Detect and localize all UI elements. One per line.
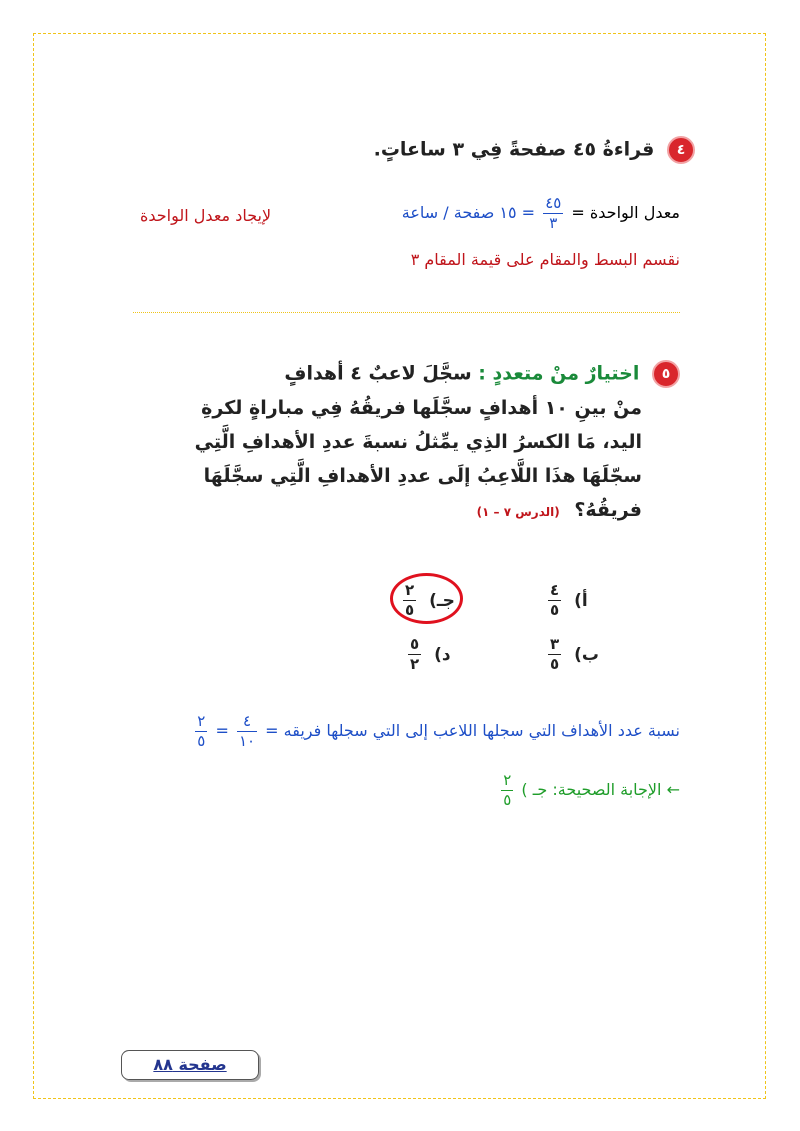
fraction-denominator: ١٠: [238, 732, 256, 750]
choice-a-fraction: [548, 583, 561, 618]
fraction-numerator: ٤٥: [545, 194, 562, 212]
fraction-denominator: ٥: [503, 791, 512, 809]
unit-rate-result: = ١٥ صفحة / ساعة: [401, 203, 536, 222]
fraction-numerator: ٣: [550, 635, 560, 653]
fraction-numerator: ٤: [242, 712, 252, 730]
arrow-left-icon: ←: [666, 780, 680, 799]
unit-rate-method: لإيجاد معدل الواحدة: [140, 206, 272, 225]
choice-d-fraction: [408, 637, 421, 672]
answer-line: [380, 773, 680, 808]
fraction-numerator: ٢: [503, 771, 512, 789]
choice-a[interactable]: [545, 583, 588, 618]
fraction-denominator: ٥: [197, 732, 206, 750]
solution-fraction-1: [237, 714, 257, 749]
fraction-numerator: ٥: [410, 635, 420, 653]
answer-text: الإجابة الصحيحة: جـ ): [521, 780, 662, 799]
solution-fraction-2: [195, 714, 207, 749]
question-4: [230, 136, 695, 164]
question-5-text-5: فريقُهُ؟: [574, 499, 642, 521]
fraction-denominator: ٣: [549, 214, 558, 232]
choice-c-fraction: [403, 583, 416, 618]
question-5-line-3: اليد، مَا الكسرُ الذِي يمِّثلُ نسبةَ عددِ الأهدافِ الَّتِي: [194, 431, 642, 453]
choice-a-label: أ): [574, 590, 588, 611]
solution-ratio-text: نسبة عدد الأهداف التي سجلها اللاعب إلى التي سجلها فريقه =: [265, 721, 680, 740]
unit-rate-equation: [402, 196, 680, 231]
question-5-line-4: سجّلَهَا هذَا اللَّاعِبُ إلَى عددِ الأهدافِ الَّتِي سجَّلَهَا: [203, 465, 642, 487]
choice-d-label: د): [434, 644, 451, 665]
unit-rate-fraction: [543, 196, 563, 231]
choice-c-label: جـ): [429, 590, 455, 611]
unit-rate-prefix: معدل الواحدة =: [571, 203, 680, 222]
section-divider: [133, 312, 680, 313]
choice-b[interactable]: [545, 637, 599, 672]
fraction-denominator: ٥: [550, 601, 560, 619]
lesson-reference: (الدرس ٧ – ١): [476, 505, 560, 519]
question-5: [140, 360, 680, 533]
fraction-numerator: ٢: [405, 581, 415, 599]
answer-fraction: [501, 773, 513, 808]
question-4-prompt: قراءةُ ٤٥ صفحةً فِي ٣ ساعاتٍ.: [373, 138, 655, 161]
solution-equals: =: [215, 721, 229, 740]
choice-c[interactable]: [400, 583, 455, 618]
page-number-badge: صفحة ٨٨: [121, 1050, 259, 1080]
fraction-denominator: ٥: [405, 601, 415, 619]
divide-note: نقسم البسط والمقام على قيمة المقام ٣: [410, 250, 680, 269]
choice-b-label: ب): [574, 644, 599, 665]
question-5-line-1: [140, 360, 680, 388]
fraction-numerator: ٤: [550, 581, 560, 599]
choice-b-fraction: [548, 637, 561, 672]
multiple-choice-label: اختيارٌ منْ متعددٍ :: [478, 362, 640, 385]
solution-ratio-line: [110, 714, 680, 749]
page-frame: [33, 33, 766, 1099]
question-5-line-2: منْ بينِ ١٠ أهدافٍ سجَّلَها فريقُهُ فِي مباراةٍ لكرةِ: [201, 397, 642, 419]
fraction-denominator: ٢: [410, 655, 420, 673]
fraction-denominator: ٥: [550, 655, 560, 673]
question-5-line-5: [140, 497, 680, 526]
fraction-numerator: ٢: [197, 712, 206, 730]
question-5-text-1: سجَّلَ لاعبٌ ٤ أهدافٍ: [284, 362, 472, 385]
question-5-number: ٥: [652, 360, 680, 388]
choice-d[interactable]: [405, 637, 451, 672]
question-4-number: ٤: [667, 136, 695, 164]
